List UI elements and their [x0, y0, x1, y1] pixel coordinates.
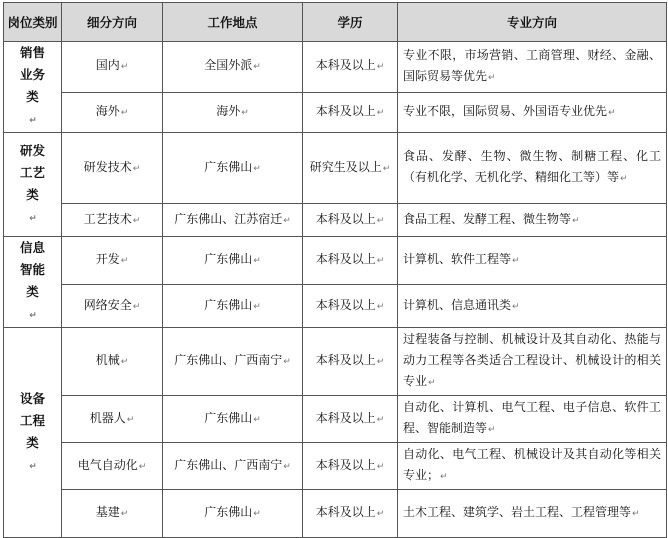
category-cell-text: 销售业务类 [19, 45, 45, 104]
location-cell [163, 237, 303, 285]
major-cell [398, 42, 667, 93]
table-row [4, 133, 667, 204]
paragraph-mark: ↵ [132, 215, 141, 226]
table-body [4, 42, 667, 538]
direction-cell [62, 443, 163, 490]
paragraph-mark: ↵ [120, 62, 129, 73]
education-cell-text: 本科及以上 [315, 252, 376, 267]
paragraph-mark: ↵ [29, 311, 37, 321]
education-cell [303, 443, 398, 490]
major-cell-text: 过程装备与控制、机械设计及其自动化、热能与动力工程等各类适合工程设计、机械设计的相关专业 [403, 332, 661, 388]
paragraph-mark: ↵ [440, 472, 448, 482]
paragraph-mark: ↵ [126, 414, 135, 425]
education-cell [303, 133, 398, 204]
location-cell-text: 全国外派 [204, 58, 253, 73]
major-cell [398, 133, 667, 204]
paragraph-mark: ↵ [608, 107, 616, 118]
location-cell [163, 285, 303, 328]
direction-cell-text: 国内 [95, 58, 120, 73]
paragraph-mark: ↵ [132, 301, 141, 312]
paragraph-mark: ↵ [120, 256, 129, 267]
direction-cell [62, 133, 163, 204]
education-cell [303, 92, 398, 132]
paragraph-mark: ↵ [632, 509, 640, 519]
category-cell [4, 328, 62, 538]
paragraph-mark: ↵ [283, 215, 291, 226]
paragraph-mark: ↵ [120, 357, 129, 367]
header-row [4, 3, 667, 42]
paragraph-mark: ↵ [253, 163, 261, 174]
paragraph-mark: ↵ [512, 301, 520, 312]
paragraph-mark: ↵ [376, 357, 385, 367]
paragraph-mark: ↵ [488, 425, 496, 435]
direction-cell [62, 490, 163, 538]
location-cell-text: 广东佛山 [204, 410, 253, 425]
major-cell [398, 204, 667, 237]
paragraph-mark: ↵ [376, 414, 385, 425]
major-cell-text: 专业不限，国际贸易、外国语专业优先 [403, 103, 608, 118]
paragraph-mark: ↵ [120, 107, 129, 118]
category-cell-text: 信息智能类 [19, 240, 45, 299]
paragraph-mark: ↵ [283, 357, 291, 367]
location-cell [163, 204, 303, 237]
direction-cell-text: 工艺技术 [83, 211, 132, 226]
major-cell [398, 285, 667, 328]
table-row [4, 42, 667, 93]
paragraph-mark: ↵ [376, 256, 385, 267]
paragraph-mark: ↵ [620, 174, 628, 184]
paragraph-mark: ↵ [29, 461, 37, 472]
education-cell-text: 本科及以上 [315, 211, 376, 226]
location-cell [163, 443, 303, 490]
direction-cell-text: 海外 [95, 103, 120, 118]
location-cell-text: 广东佛山、江苏宿迁 [174, 211, 283, 226]
category-cell-text: 研发工艺类 [19, 142, 45, 202]
education-cell-text: 本科及以上 [315, 457, 376, 472]
direction-cell-text: 电气自动化 [77, 457, 138, 472]
table-row [4, 237, 667, 285]
paragraph-mark: ↵ [428, 378, 436, 388]
location-cell [163, 328, 303, 396]
table-row [4, 443, 667, 490]
major-cell [398, 443, 667, 490]
location-cell-text: 广东佛山 [204, 297, 253, 312]
table-row [4, 490, 667, 538]
paragraph-mark: ↵ [283, 461, 291, 472]
direction-cell [62, 328, 163, 396]
paragraph-mark: ↵ [120, 509, 129, 519]
category-cell-text: 设备工程类 [19, 390, 45, 450]
direction-cell [62, 396, 163, 443]
paragraph-mark: ↵ [376, 215, 385, 226]
location-cell [163, 490, 303, 538]
paragraph-mark: ↵ [253, 62, 261, 73]
paragraph-mark: ↵ [253, 509, 261, 519]
location-cell-text: 广东佛山 [204, 505, 253, 519]
major-cell-text: 专业不限，市场营销、工商管理、财经、金融、国际贸易等优先 [403, 47, 661, 83]
direction-cell-text: 网络安全 [83, 297, 132, 312]
direction-cell-text: 基建 [95, 505, 120, 519]
major-cell [398, 92, 667, 132]
location-cell [163, 92, 303, 132]
category-cell [4, 237, 62, 328]
direction-cell [62, 237, 163, 285]
major-cell-text: 土木工程、建筑学、岩土工程、工程管理等 [403, 505, 632, 519]
education-cell [303, 285, 398, 328]
table-row [4, 328, 667, 396]
major-cell [398, 328, 667, 396]
paragraph-mark: ↵ [376, 107, 385, 118]
category-cell [4, 133, 62, 237]
recruitment-table [3, 2, 667, 538]
direction-cell [62, 285, 163, 328]
direction-cell [62, 42, 163, 93]
education-cell [303, 237, 398, 285]
education-cell-text: 本科及以上 [315, 410, 376, 425]
major-cell [398, 396, 667, 443]
education-cell [303, 328, 398, 396]
paragraph-mark: ↵ [376, 461, 385, 472]
education-cell [303, 396, 398, 443]
major-cell-text: 计算机、信息通讯类 [403, 297, 512, 312]
paragraph-mark: ↵ [572, 215, 580, 226]
education-cell-text: 本科及以上 [315, 58, 376, 73]
major-cell-text: 自动化、计算机、电气工程、电子信息、软件工程、智能制造等 [403, 400, 661, 435]
direction-cell-text: 研发技术 [83, 159, 132, 174]
header-location: 工作地点 [163, 3, 303, 42]
education-cell-text: 本科及以上 [315, 297, 376, 312]
header-major: 专业方向 [398, 3, 667, 42]
direction-cell-text: 开发 [95, 252, 120, 267]
location-cell-text: 广东佛山 [204, 159, 253, 174]
paragraph-mark: ↵ [29, 213, 37, 224]
major-cell [398, 237, 667, 285]
major-cell-text: 计算机、软件工程等 [403, 252, 512, 267]
education-cell-text: 本科及以上 [315, 103, 376, 118]
location-cell-text: 广东佛山 [204, 252, 253, 267]
table-row [4, 92, 667, 132]
education-cell [303, 204, 398, 237]
paragraph-mark: ↵ [29, 116, 37, 126]
education-cell-text: 本科及以上 [315, 353, 376, 367]
direction-cell-text: 机械 [95, 353, 120, 367]
education-cell-text: 本科及以上 [315, 505, 376, 519]
paragraph-mark: ↵ [376, 509, 385, 519]
location-cell [163, 133, 303, 204]
education-cell [303, 490, 398, 538]
direction-cell [62, 204, 163, 237]
paragraph-mark: ↵ [382, 163, 391, 174]
table-row [4, 285, 667, 328]
location-cell [163, 42, 303, 93]
direction-cell [62, 92, 163, 132]
major-cell-text: 食品工程、发酵工程、微生物等 [403, 211, 572, 226]
education-cell-text: 研究生及以上 [309, 159, 382, 174]
major-cell-text: 食品、发酵、生物、微生物、制糖工程、化工（有机化学、无机化学、精细化工等）等 [403, 149, 661, 184]
paragraph-mark: ↵ [253, 414, 261, 425]
location-cell-text: 广东佛山、广西南宁 [174, 457, 283, 472]
paragraph-mark: ↵ [376, 301, 385, 312]
paragraph-mark: ↵ [138, 461, 147, 472]
major-cell [398, 490, 667, 538]
location-cell [163, 396, 303, 443]
table-row [4, 204, 667, 237]
paragraph-mark: ↵ [241, 107, 249, 118]
paragraph-mark: ↵ [376, 62, 385, 73]
paragraph-mark: ↵ [488, 72, 496, 83]
header-education: 学历 [303, 3, 398, 42]
paragraph-mark: ↵ [132, 163, 141, 174]
education-cell [303, 42, 398, 93]
paragraph-mark: ↵ [253, 256, 261, 267]
direction-cell-text: 机器人 [89, 410, 126, 425]
header-category: 岗位类别 [4, 3, 62, 42]
major-cell-text: 自动化、电气工程、机械设计及其自动化等相关专业； [403, 447, 661, 482]
paragraph-mark: ↵ [253, 301, 261, 312]
location-cell-text: 广东佛山、广西南宁 [174, 353, 283, 367]
category-cell [4, 42, 62, 133]
header-direction: 细分方向 [62, 3, 163, 42]
location-cell-text: 海外 [216, 103, 241, 118]
paragraph-mark: ↵ [512, 256, 520, 267]
table-row [4, 396, 667, 443]
